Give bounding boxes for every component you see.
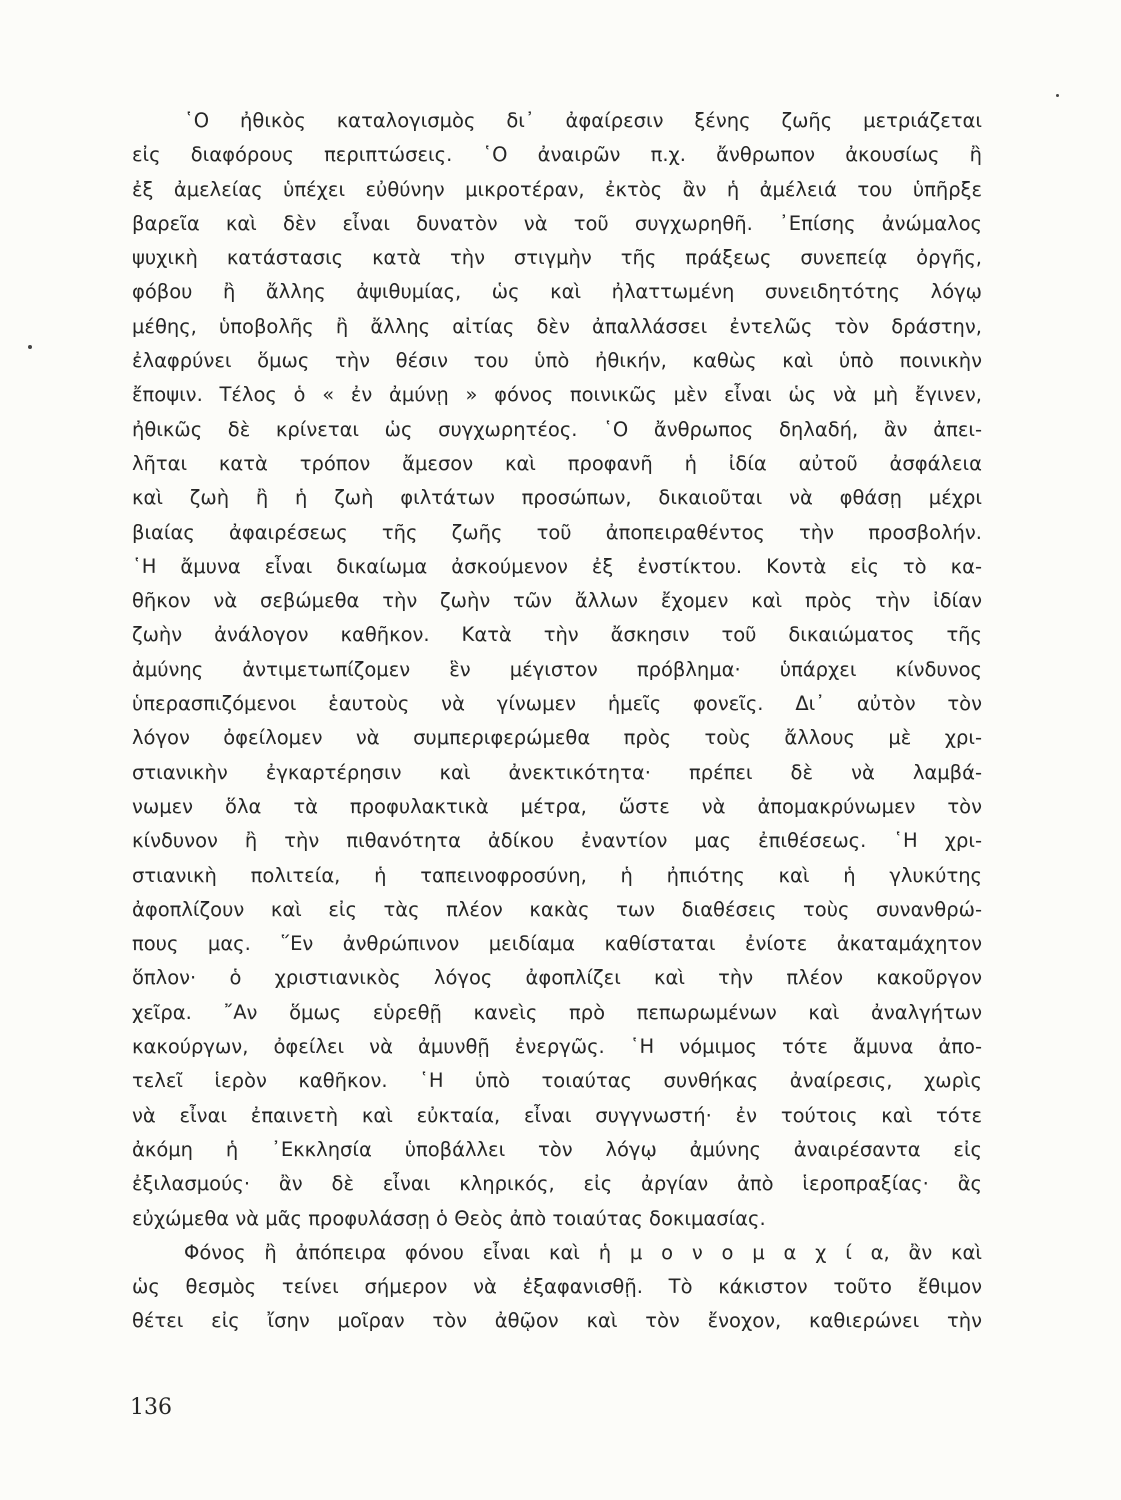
text-line: βαρεῖα καὶ δὲν εἶναι δυνατὸν νὰ τοῦ συγχωρηθῆ. ᾿Επίσης ἀνώμαλος [132,211,982,235]
text-line: καὶ ζωὴ ἢ ἡ ζωὴ φιλτάτων προσώπων, δικαιοῦται νὰ φθάσῃ μέχρι [132,486,982,510]
text-line: εἰς διαφόρους περιπτώσεις. ῾Ο ἀναιρῶν π.χ. ἄνθρωπον ἀκουσίως ἢ [132,143,982,167]
text-line: κίνδυνον ἢ τὴν πιθανότητα ἀδίκου ἐναντίον μας ἐπιθέσεως. ῾Η χρι- [132,829,982,853]
text-line: ῾Η ἄμυνα εἶναι δικαίωμα ἀσκούμενον ἐξ ἐνστίκτου. Κοντὰ εἰς τὸ κα- [132,554,982,578]
text-line: ὑπερασπιζόμενοι ἑαυτοὺς νὰ γίνωμεν ἡμεῖς φονεῖς. Δι᾽ αὐτὸν τὸν [132,692,982,716]
text-line: μέθης, ὑποβολῆς ἢ ἄλλης αἰτίας δὲν ἀπαλλάσσει ἐντελῶς τὸν δράστην, [132,314,982,338]
text-line: ἀφοπλίζουν καὶ εἰς τὰς πλέον κακὰς των διαθέσεις τοὺς συνανθρώ- [132,897,982,921]
text-line: θῆκον νὰ σεβώμεθα τὴν ζωὴν τῶν ἄλλων ἔχομεν καὶ πρὸς τὴν ἰδίαν [132,589,982,613]
text-line: νωμεν ὅλα τὰ προφυλακτικὰ μέτρα, ὥστε νὰ ἀπομακρύνωμεν τὸν [132,794,982,818]
scan-speck [1056,94,1059,97]
text-line: πους μας. ῞Εν ἀνθρώπινον μειδίαμα καθίσταται ἐνίοτε ἀκαταμάχητον [132,932,982,956]
body-text [132,104,982,1339]
text-line: ἐξ ἀμελείας ὑπέχει εὐθύνην μικροτέραν, ἐκτὸς ἂν ἡ ἀμέλειά του ὑπῆρξε [132,177,982,201]
text-line: ἔποψιν. Τέλος ὁ « ἐν ἀμύνῃ » φόνος ποινικῶς μὲν εἶναι ὡς νὰ μὴ ἔγινεν, [132,383,982,407]
text-line: ζωὴν ἀνάλογον καθῆκον. Κατὰ τὴν ἄσκησιν τοῦ δικαιώματος τῆς [132,623,982,647]
text-line: βιαίας ἀφαιρέσεως τῆς ζωῆς τοῦ ἀποπειραθέντος τὴν προσβολήν. [132,520,982,544]
text-line: εὐχώμεθα νὰ μᾶς προφυλάσσῃ ὁ Θεὸς ἀπὸ τοιαύτας δοκιμασίας. [132,1206,766,1230]
text-line: ῾Ο ἠθικὸς καταλογισμὸς δι᾽ ἀφαίρεσιν ξένης ζωῆς μετριάζεται [184,109,982,132]
text-line: Φόνος ἢ ἀπόπειρα φόνου εἶναι καὶ ἡ μ ο ν ο μ α χ ί α, ἂν καὶ [184,1240,982,1264]
text-line: κακούργων, ὀφείλει νὰ ἀμυνθῇ ἐνεργῶς. ῾Η νόμιμος τότε ἄμυνα ἀπο- [132,1035,982,1059]
text-line: ἀμύνης ἀντιμετωπίζομεν ἓν μέγιστον πρόβλημα· ὑπάρχει κίνδυνος [132,657,982,681]
text-line: τελεῖ ἱερὸν καθῆκον. ῾Η ὑπὸ τοιαύτας συνθήκας ἀναίρεσις, χωρὶς [132,1069,982,1093]
scan-speck [28,345,32,349]
text-line: ἠθικῶς δὲ κρίνεται ὡς συγχωρητέος. ῾Ο ἄνθρωπος δηλαδή, ἂν ἀπει- [132,417,982,441]
text-line: φόβου ἢ ἄλλης ἀψιθυμίας, ὡς καὶ ἠλαττωμένη συνειδητότης λόγῳ [132,280,982,304]
text-line: λόγον ὀφείλομεν νὰ συμπεριφερώμεθα πρὸς τοὺς ἄλλους μὲ χρι- [132,726,982,750]
text-line: χεῖρα. ῎Αν ὅμως εὑρεθῇ κανεὶς πρὸ πεπωρωμένων καὶ ἀναλγήτων [132,1000,982,1024]
text-line: νὰ εἶναι ἐπαινετὴ καὶ εὐκταία, εἶναι συγγνωστή· ἐν τούτοις καὶ τότε [132,1103,982,1127]
text-line: ψυχικὴ κατάστασις κατὰ τὴν στιγμὴν τῆς πράξεως συνεπείᾳ ὀργῆς, [132,246,982,270]
text-line: θέτει εἰς ἴσην μοῖραν τὸν ἀθῷον καὶ τὸν ἔνοχον, καθιερώνει τὴν [132,1309,982,1333]
text-line: ἀκόμη ἡ ᾿Εκκλησία ὑποβάλλει τὸν λόγῳ ἀμύνης ἀναιρέσαντα εἰς [132,1137,982,1161]
text-line: ὅπλον· ὁ χριστιανικὸς λόγος ἀφοπλίζει καὶ τὴν πλέον κακοῦργον [132,966,982,990]
text-line: ὡς θεσμὸς τείνει σήμερον νὰ ἐξαφανισθῇ. Τὸ κάκιστον τοῦτο ἔθιμον [132,1275,982,1299]
text-line: στιανικὴ πολιτεία, ἡ ταπεινοφροσύνη, ἡ ἠπιότης καὶ ἡ γλυκύτης [132,863,982,887]
page-number: 136 [130,1395,172,1420]
text-line: λῆται κατὰ τρόπον ἄμεσον καὶ προφανῆ ἡ ἰδία αὐτοῦ ἀσφάλεια [132,451,982,475]
text-line: ἐλαφρύνει ὅμως τὴν θέσιν του ὑπὸ ἠθικήν, καθὼς καὶ ὑπὸ ποινικὴν [132,349,982,373]
text-line: στιανικὴν ἐγκαρτέρησιν καὶ ἀνεκτικότητα· πρέπει δὲ νὰ λαμβά- [132,760,982,784]
text-line: ἐξιλασμούς· ἂν δὲ εἶναι κληρικός, εἰς ἀργίαν ἀπὸ ἱεροπραξίας· ἂς [132,1172,982,1196]
